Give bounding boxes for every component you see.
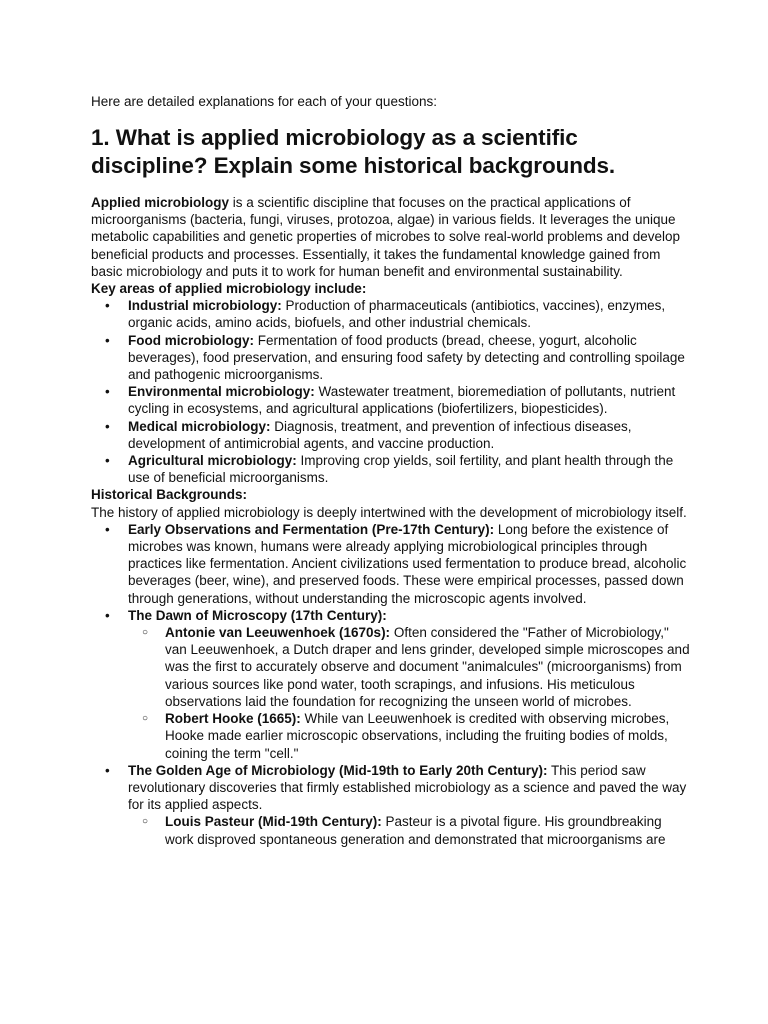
list-item bbox=[91, 762, 691, 848]
intro-text: Here are detailed explanations for each of your questions: bbox=[91, 94, 437, 109]
list-item bbox=[91, 383, 691, 417]
history-list bbox=[91, 521, 691, 848]
history-label: Historical Backgrounds: bbox=[91, 487, 248, 503]
key-areas-label: Key areas of applied microbiology include: bbox=[91, 281, 367, 297]
list-item-text: This period saw revolutionary discoveries that firmly established microbiology as a science and paved the way for its applied aspects. bbox=[128, 762, 687, 813]
definition-term: Applied microbiology bbox=[91, 195, 230, 210]
list-item bbox=[91, 297, 691, 331]
microscopy-sublist bbox=[128, 624, 691, 762]
list-item-term: Early Observations and Fermentation (Pre-17th Century): bbox=[128, 521, 495, 537]
list-item bbox=[91, 418, 691, 452]
list-item-text: Long before the existence of microbes was known, humans were already applying microbiological principles through practices like fermentation. Ancient civilizations used fermentation to produce bread, alcoholic beverages (beer, wine), and preserved foods. These were empirical processes, passed down through generations, without understanding the microscopic agents involved. bbox=[128, 521, 687, 606]
sublist-item-text: While van Leeuwenhoek is credited with observing microbes, Hooke made earlier microscopic observations, including the fruiting bodies of molds, coining the term "cell." bbox=[165, 711, 670, 761]
list-item-term: Food microbiology: bbox=[128, 332, 254, 348]
list-item-term: Agricultural microbiology: bbox=[128, 453, 297, 469]
list-item bbox=[91, 607, 691, 762]
sublist-item bbox=[128, 624, 691, 710]
document-page bbox=[91, 93, 691, 848]
list-item-text: Wastewater treatment, bioremediation of pollutants, nutrient cycling in ecosystems, and agricultural applications (biofertilizers, biopesticides). bbox=[128, 384, 676, 417]
golden-age-sublist bbox=[128, 813, 691, 847]
list-item bbox=[91, 521, 691, 607]
sublist-item-text: Pasteur is a pivotal figure. His groundbreaking work disproved spontaneous generation and demonstrated that microorganisms are bbox=[165, 814, 666, 847]
key-areas-list bbox=[91, 297, 691, 486]
definition-paragraph bbox=[91, 194, 691, 280]
sublist-item bbox=[128, 813, 691, 847]
list-item-term: Industrial microbiology: bbox=[128, 298, 282, 314]
sublist-item bbox=[128, 710, 691, 762]
list-item-term: The Golden Age of Microbiology (Mid-19th to Early 20th Century): bbox=[128, 762, 548, 778]
definition-text: is a scientific discipline that focuses on the practical applications of microorganisms (bacteria, fungi, viruses, protozoa, algae) in various fields. It leverages the unique metabolic capabilities and genetic properties of microbes to solve real-world problems and develop beneficial products and processes. Essentially, it takes the fundamental knowledge gained from basic microbiology and puts it to work for human benefit and environmental sustainability. bbox=[91, 195, 681, 279]
list-item-term: Environmental microbiology: bbox=[128, 384, 315, 400]
list-item-text: Production of pharmaceuticals (antibiotics, vaccines), enzymes, organic acids, amino acids, biofuels, and other industrial chemicals. bbox=[128, 298, 666, 331]
sublist-item-term: Antonie van Leeuwenhoek (1670s): bbox=[165, 625, 391, 641]
history-intro: The history of applied microbiology is deeply intertwined with the development of microbiology itself. bbox=[91, 504, 687, 520]
sublist-item-text: Often considered the "Father of Microbiology," van Leeuwenhoek, a Dutch draper and lens grinder, developed simple microscopes and was the first to accurately observe and document "animalcules" (microorganisms) from various sources like pond water, tooth scrapings, and infusions. His meticulous observations laid the foundation for recognizing the unseen world of microbes. bbox=[165, 625, 690, 709]
list-item-term: Medical microbiology: bbox=[128, 418, 271, 434]
list-item-term: The Dawn of Microscopy (17th Century): bbox=[128, 607, 387, 623]
list-item-text: Improving crop yields, soil fertility, and plant health through the use of beneficial microorganisms. bbox=[128, 453, 674, 486]
list-item bbox=[91, 452, 691, 486]
section-heading: 1. What is applied microbiology as a scientific discipline? Explain some historical backgrounds. bbox=[91, 125, 616, 178]
list-item-text: Fermentation of food products (bread, cheese, yogurt, alcoholic beverages), food preservation, and ensuring food safety by detecting and controlling spoilage and pathogenic microorganisms. bbox=[128, 332, 685, 383]
list-item-text: Diagnosis, treatment, and prevention of infectious diseases, development of antimicrobial agents, and vaccine production. bbox=[128, 418, 632, 451]
sublist-item-term: Robert Hooke (1665): bbox=[165, 711, 301, 727]
list-item bbox=[91, 332, 691, 384]
sublist-item-term: Louis Pasteur (Mid-19th Century): bbox=[165, 814, 382, 830]
